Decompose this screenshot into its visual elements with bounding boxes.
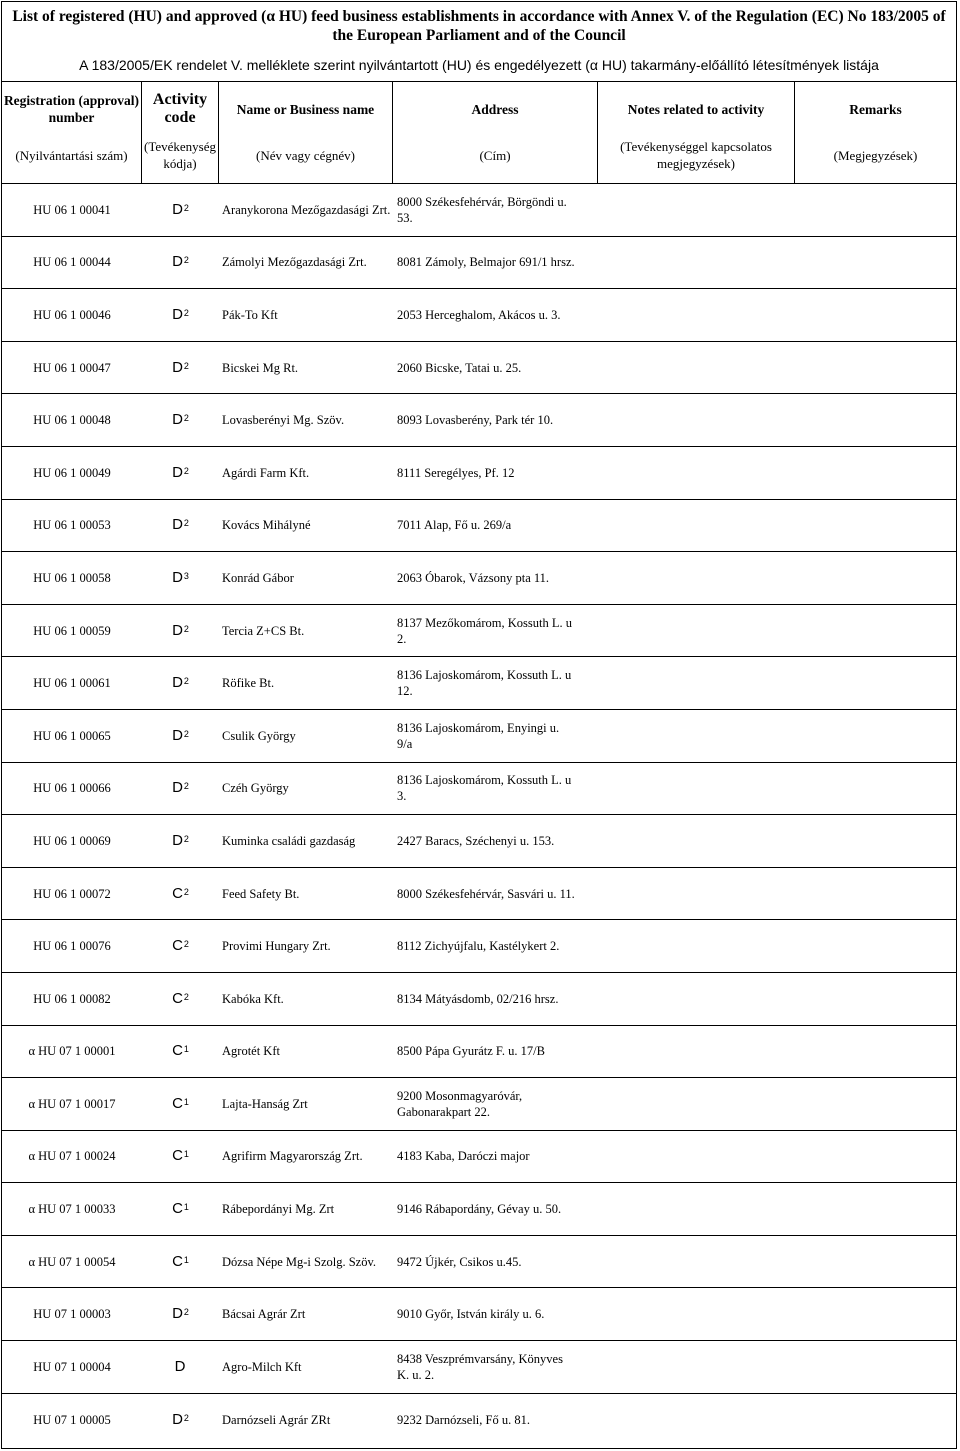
activity-code-letter: D — [172, 411, 183, 429]
registration-number: HU 06 1 00069 — [33, 833, 111, 848]
table-row — [2, 184, 956, 237]
activity-code — [142, 1288, 219, 1340]
header-activity — [142, 82, 219, 183]
activity-code-letter: C — [172, 1042, 183, 1060]
remarks — [795, 289, 956, 341]
activity-code — [142, 342, 219, 394]
business-name: Bicskei Mg Rt. — [222, 360, 299, 375]
registration-number: HU 06 1 00076 — [33, 939, 111, 954]
notes — [598, 815, 795, 867]
table-row — [2, 1026, 956, 1079]
registration-number: HU 06 1 00048 — [33, 413, 111, 428]
activity-code-index: 2 — [183, 939, 189, 950]
table-row — [2, 394, 956, 447]
activity-code-letter: C — [172, 989, 183, 1007]
notes — [598, 237, 795, 289]
activity-code-letter: D — [172, 200, 183, 218]
table-header — [2, 82, 956, 184]
address: 8093 Lovasberény, Park tér 10. — [397, 413, 554, 428]
activity-code-index: 2 — [183, 833, 189, 844]
table-row — [2, 1131, 956, 1184]
activity-code — [142, 552, 219, 604]
notes — [598, 394, 795, 446]
table-row — [2, 1078, 956, 1131]
notes — [598, 1288, 795, 1340]
activity-code-index: 1 — [183, 1202, 189, 1213]
address: 2063 Óbarok, Vázsony pta 11. — [397, 570, 550, 585]
notes — [598, 1341, 795, 1393]
activity-code-index: 2 — [183, 518, 189, 529]
remarks — [795, 1236, 956, 1288]
notes — [598, 447, 795, 499]
registration-number: HU 06 1 00065 — [33, 728, 111, 743]
activity-code-letter: D — [172, 516, 183, 534]
remarks — [795, 1341, 956, 1393]
activity-code-letter: C — [172, 1094, 183, 1112]
table-row — [2, 289, 956, 342]
activity-code-letter: D — [172, 253, 183, 271]
table-row — [2, 815, 956, 868]
activity-code-index: 2 — [183, 991, 189, 1002]
table-row — [2, 920, 956, 973]
header-remarks-hu: (Megjegyzések) — [833, 147, 918, 163]
notes — [598, 868, 795, 920]
activity-code — [142, 1026, 219, 1078]
registration-number: HU 07 1 00004 — [33, 1359, 111, 1374]
business-name: Kovács Mihályné — [222, 518, 311, 533]
header-registration-en: Registration (approval) number — [3, 93, 140, 125]
activity-code — [142, 237, 219, 289]
activity-code — [142, 184, 219, 236]
activity-code-index: 1 — [183, 1254, 189, 1265]
business-name: Aranykorona Mezőgazdasági Zrt. — [222, 202, 391, 217]
registration-number: HU 07 1 00003 — [33, 1307, 111, 1322]
address: 7011 Alap, Fő u. 269/a — [397, 518, 512, 533]
business-name: Röfike Bt. — [222, 676, 275, 691]
activity-code — [142, 920, 219, 972]
header-activity-en: Activity code — [152, 91, 208, 126]
activity-code-index: 1 — [183, 1044, 189, 1055]
activity-code-letter: D — [172, 621, 183, 639]
registration-number: α HU 07 1 00054 — [28, 1254, 116, 1269]
registration-number: HU 06 1 00044 — [33, 255, 111, 270]
activity-code-index: 2 — [183, 202, 189, 213]
activity-code — [142, 1183, 219, 1235]
activity-code-letter: D — [172, 1305, 183, 1323]
header-remarks-en: Remarks — [849, 101, 902, 117]
remarks — [795, 1078, 956, 1130]
notes — [598, 342, 795, 394]
table-row — [2, 1394, 956, 1447]
header-name — [219, 82, 393, 183]
header-address — [393, 82, 598, 183]
activity-code-index: 2 — [183, 360, 189, 371]
business-name: Agrotét Kft — [222, 1044, 280, 1059]
activity-code-index: 1 — [183, 1149, 189, 1160]
activity-code — [142, 973, 219, 1025]
notes — [598, 605, 795, 657]
activity-code-letter: D — [172, 674, 183, 692]
registration-number: α HU 07 1 00001 — [28, 1044, 116, 1059]
business-name: Zámolyi Mezőgazdasági Zrt. — [222, 255, 367, 270]
remarks — [795, 184, 956, 236]
notes — [598, 500, 795, 552]
activity-code-index: 2 — [183, 623, 189, 634]
business-name: Darnózseli Agrár ZRt — [222, 1412, 331, 1427]
notes — [598, 1026, 795, 1078]
registration-number: HU 06 1 00061 — [33, 676, 111, 691]
activity-code-letter: D — [172, 831, 183, 849]
business-name: Pák-To Kft — [222, 307, 278, 322]
address: 8134 Mátyásdomb, 02/216 hrsz. — [397, 991, 559, 1006]
activity-code-index: 2 — [183, 1412, 189, 1423]
header-registration — [2, 82, 142, 183]
remarks — [795, 868, 956, 920]
activity-code — [142, 1341, 219, 1393]
notes — [598, 552, 795, 604]
table-row — [2, 973, 956, 1026]
remarks — [795, 394, 956, 446]
remarks — [795, 237, 956, 289]
business-name: Czéh György — [222, 781, 289, 796]
remarks — [795, 342, 956, 394]
activity-code-index: 1 — [183, 1096, 189, 1107]
notes — [598, 763, 795, 815]
registration-number: HU 06 1 00046 — [33, 307, 111, 322]
business-name: Konrád Gábor — [222, 570, 294, 585]
remarks — [795, 500, 956, 552]
header-activity-hu: (Tevékenység kódja) — [143, 139, 216, 171]
table-row — [2, 605, 956, 658]
business-name: Agrifirm Magyarország Zrt. — [222, 1149, 363, 1164]
notes — [598, 657, 795, 709]
notes — [598, 184, 795, 236]
table-row — [2, 1183, 956, 1236]
activity-code — [142, 710, 219, 762]
activity-code-index: 2 — [183, 413, 189, 424]
table-row — [2, 1288, 956, 1341]
activity-code-index: 2 — [183, 465, 189, 476]
activity-code — [142, 657, 219, 709]
activity-code-letter: D — [172, 568, 183, 586]
activity-code-index: 2 — [183, 307, 189, 318]
registration-number: α HU 07 1 00024 — [28, 1149, 116, 1164]
remarks — [795, 920, 956, 972]
remarks — [795, 710, 956, 762]
remarks — [795, 1183, 956, 1235]
table-row — [2, 657, 956, 710]
business-name: Dózsa Népe Mg-i Szolg. Szöv. — [222, 1254, 377, 1269]
address: 9472 Újkér, Csikos u.45. — [397, 1254, 522, 1269]
registration-number: HU 06 1 00053 — [33, 518, 111, 533]
header-notes-en: Notes related to activity — [627, 101, 765, 117]
activity-code-index: 2 — [183, 676, 189, 687]
table-row — [2, 763, 956, 816]
document-page — [1, 1, 957, 1449]
activity-code — [142, 447, 219, 499]
remarks — [795, 1288, 956, 1340]
business-name: Agárdi Farm Kft. — [222, 465, 310, 480]
activity-code-letter: D — [172, 305, 183, 323]
header-name-en: Name or Business name — [236, 101, 375, 117]
business-name: Agro-Milch Kft — [222, 1359, 302, 1374]
address: 9146 Rábapordány, Gévay u. 50. — [397, 1202, 562, 1217]
table-row — [2, 1236, 956, 1289]
registration-number: HU 06 1 00049 — [33, 465, 111, 480]
notes — [598, 1131, 795, 1183]
address: 8000 Székesfehérvár, Börgöndi u. 53. — [397, 194, 567, 225]
activity-code-index: 2 — [183, 728, 189, 739]
activity-code-letter: C — [172, 1200, 183, 1218]
activity-code — [142, 500, 219, 552]
address: 8000 Székesfehérvár, Sasvári u. 11. — [397, 886, 575, 901]
activity-code — [142, 868, 219, 920]
business-name: Bácsai Agrár Zrt — [222, 1307, 306, 1322]
address: 8111 Seregélyes, Pf. 12 — [397, 465, 515, 480]
address: 8136 Lajoskomárom, Enyingi u. 9/a — [397, 720, 560, 751]
activity-code-letter: D — [172, 1410, 183, 1428]
table-row — [2, 237, 956, 290]
notes — [598, 710, 795, 762]
address: 2060 Bicske, Tatai u. 25. — [397, 360, 522, 375]
activity-code-index: 3 — [183, 570, 189, 581]
activity-code-letter: D — [172, 358, 183, 376]
address: 4183 Kaba, Daróczi major — [397, 1149, 530, 1164]
notes — [598, 920, 795, 972]
title-english: List of registered (HU) and approved (α HU) feed business establishments in accordance with Annex V. of the Regulation (EC) No 183/2005 of the European Parliament and of the Council — [12, 8, 946, 44]
registration-number: HU 06 1 00066 — [33, 781, 111, 796]
activity-code-letter: D — [172, 779, 183, 797]
address: 8081 Zámoly, Belmajor 691/1 hrsz. — [397, 255, 575, 270]
remarks — [795, 447, 956, 499]
business-name: Rábepordányi Mg. Zrt — [222, 1202, 335, 1217]
activity-code — [142, 1131, 219, 1183]
address: 9232 Darnózseli, Fő u. 81. — [397, 1412, 530, 1427]
activity-code — [142, 394, 219, 446]
table-row — [2, 868, 956, 921]
remarks — [795, 815, 956, 867]
activity-code-index: 2 — [183, 255, 189, 266]
table-row — [2, 500, 956, 553]
remarks — [795, 552, 956, 604]
business-name: Feed Safety Bt. — [222, 886, 300, 901]
notes — [598, 289, 795, 341]
header-address-hu: (Cím) — [479, 147, 511, 163]
activity-code — [142, 763, 219, 815]
address: 8137 Mezőkomárom, Kossuth L. u 2. — [397, 615, 572, 646]
activity-code-index: 2 — [183, 1307, 189, 1318]
notes — [598, 1236, 795, 1288]
header-registration-hu: (Nyilvántartási szám) — [15, 147, 128, 163]
activity-code — [142, 605, 219, 657]
registration-number: HU 06 1 00072 — [33, 886, 111, 901]
registration-number: α HU 07 1 00017 — [28, 1096, 116, 1111]
registration-number: HU 06 1 00058 — [33, 570, 111, 585]
address: 8500 Pápa Gyurátz F. u. 17/B — [397, 1044, 545, 1059]
table-body — [2, 184, 956, 1446]
header-notes-hu: (Tevékenységgel kapcsolatos megjegyzések) — [620, 139, 772, 171]
activity-code-index: 2 — [183, 781, 189, 792]
header-notes — [598, 82, 795, 183]
notes — [598, 973, 795, 1025]
header-name-hu: (Név vagy cégnév) — [256, 147, 355, 163]
remarks — [795, 763, 956, 815]
remarks — [795, 605, 956, 657]
notes — [598, 1394, 795, 1447]
activity-code-letter: D — [174, 1357, 186, 1375]
registration-number: α HU 07 1 00033 — [28, 1202, 116, 1217]
activity-code — [142, 289, 219, 341]
address: 2427 Baracs, Széchenyi u. 153. — [397, 833, 555, 848]
table-row — [2, 1341, 956, 1394]
activity-code — [142, 815, 219, 867]
registration-number: HU 06 1 00041 — [33, 202, 111, 217]
activity-code-letter: C — [172, 1252, 183, 1270]
registration-number: HU 06 1 00047 — [33, 360, 111, 375]
business-name: Csulik György — [222, 728, 296, 743]
business-name: Lajta-Hanság Zrt — [222, 1096, 308, 1111]
activity-code-index: 2 — [183, 886, 189, 897]
activity-code — [142, 1078, 219, 1130]
address: 8136 Lajoskomárom, Kossuth L. u 12. — [397, 668, 572, 699]
notes — [598, 1183, 795, 1235]
title-block — [2, 2, 956, 82]
table-row — [2, 447, 956, 500]
registration-number: HU 06 1 00059 — [33, 623, 111, 638]
business-name: Kuminka családi gazdaság — [222, 833, 356, 848]
remarks — [795, 1131, 956, 1183]
registration-number: HU 07 1 00005 — [33, 1412, 111, 1427]
address: 9010 Győr, István király u. 6. — [397, 1307, 545, 1322]
business-name: Lovasberényi Mg. Szöv. — [222, 413, 345, 428]
activity-code — [142, 1394, 219, 1447]
address: 8438 Veszprémvarsány, Könyves K. u. 2. — [397, 1351, 563, 1382]
remarks — [795, 657, 956, 709]
table-row — [2, 552, 956, 605]
activity-code-letter: C — [172, 884, 183, 902]
address: 2053 Herceghalom, Akácos u. 3. — [397, 307, 561, 322]
activity-code-letter: D — [172, 463, 183, 481]
activity-code-letter: C — [172, 1147, 183, 1165]
business-name: Kabóka Kft. — [222, 991, 284, 1006]
remarks — [795, 1026, 956, 1078]
remarks — [795, 973, 956, 1025]
notes — [598, 1078, 795, 1130]
activity-code-letter: D — [172, 726, 183, 744]
address: 8136 Lajoskomárom, Kossuth L. u 3. — [397, 773, 572, 804]
activity-code — [142, 1236, 219, 1288]
header-remarks — [795, 82, 956, 183]
business-name: Provimi Hungary Zrt. — [222, 939, 331, 954]
header-address-en: Address — [471, 101, 519, 117]
remarks — [795, 1394, 956, 1447]
address: 8112 Zichyújfalu, Kastélykert 2. — [397, 939, 560, 954]
address: 9200 Mosonmagyaróvár, Gabonarakpart 22. — [397, 1088, 523, 1119]
table-row — [2, 710, 956, 763]
business-name: Tercia Z+CS Bt. — [222, 623, 305, 638]
registration-number: HU 06 1 00082 — [33, 991, 111, 1006]
activity-code-letter: C — [172, 937, 183, 955]
table-row — [2, 342, 956, 395]
title-hungarian: A 183/2005/EK rendelet V. melléklete szerint nyilvántartott (HU) és engedélyezett (α HU) takarmány-előállító létesítmények listája — [79, 57, 879, 73]
